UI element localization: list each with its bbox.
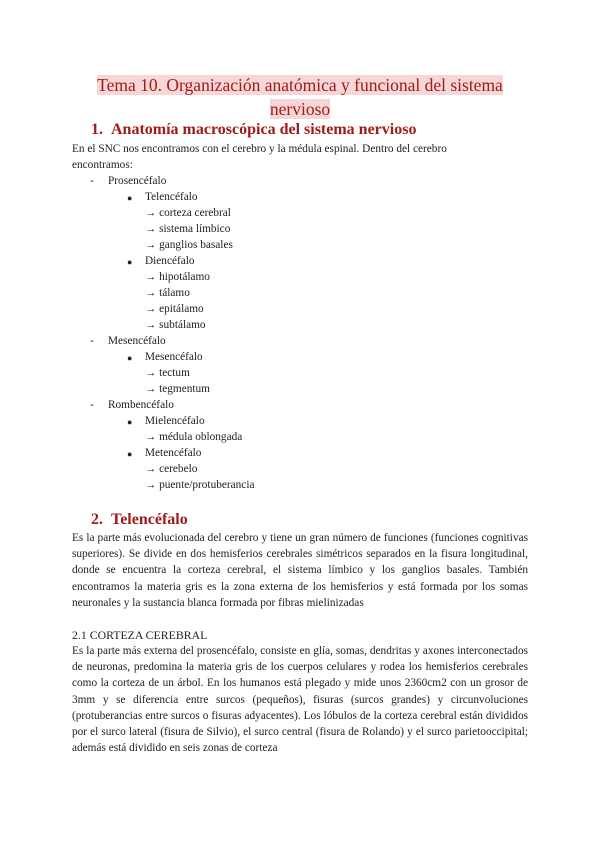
list-item: → puente/protuberancia [145,479,255,491]
bullet-icon: ● [127,449,133,459]
outline-item-metencefalo: Metencéfalo [145,447,202,459]
section-1-heading [91,121,416,139]
list-item: → cerebelo [145,463,198,475]
bullet-icon: ● [127,257,133,267]
outline-item-diencefalo: Diencéfalo [145,255,195,267]
dash-marker: - [90,175,94,187]
section-1-number: 1. [91,121,103,138]
section-2-number: 2. [91,511,103,528]
bullet-icon: ● [127,353,133,363]
intro-line-2: encontramos: [72,159,133,171]
list-item: → subtálamo [145,319,206,331]
section-1-title: Anatomía macroscópica del sistema nervioso [111,121,417,138]
section-2-paragraph: Es la parte más evolucionada del cerebro y tiene un gran número de funciones (funciones cognitivas superiores). Se divide en dos hemisferios cerebrales simétricos separados en la fisura longitudinal, donde se encuentra la corteza cerebral, el sistema límbico y los ganglios basales. También encontramos la materia gris es la zona externa de los hemisferios y está formada por los somas neuronales y la sustancia blanca formada por fibras mielinizadas [72,532,528,609]
outline-item-mielencefalo: Mielencéfalo [145,415,205,427]
document-title [70,73,530,121]
subsection-heading: 2.1 CORTEZA CEREBRAL [72,628,208,642]
section-2-heading [91,511,188,529]
title-line-1: Tema 10. Organización anatómica y funcional del sistema [97,75,503,95]
bullet-icon: ● [127,193,133,203]
list-item: → hipotálamo [145,271,210,283]
list-item: → epitálamo [145,303,204,315]
list-item: → sistema límbico [145,223,231,235]
list-item: → ganglios basales [145,239,233,251]
subsection-paragraph: Es la parte más externa del prosencéfalo, consiste en glía, somas, dendritas y axones interconectados de neuronas, predomina la materia gris de los cuerpos celulares y rodea los hemisferios cerebrales como la corteza de un árbol. En los humanos está plegado y mide unos 2360cm2 con un grosor de 3mm y se diferencia entre surcos (pequeños), fisuras (surcos grandes) y circunvoluciones (protuberancias entre surcos o fisuras adyacentes). Los lóbulos de la corteza cerebral están divididos por el surco lateral (fisura de Silvio), el surco central (fisura de Rolando) y el surco parietooccipital; además está dividido en seis zonas de corteza [72,645,528,755]
list-item: → médula oblongada [145,431,243,443]
title-line-2: nervioso [269,99,331,119]
bullet-icon: ● [127,417,133,427]
outline-item-mesencefalo: Mesencéfalo [145,351,203,363]
dash-marker: - [90,335,94,347]
dash-marker: - [90,399,94,411]
outline-item-rombencefalo: Rombencéfalo [108,399,174,411]
list-item: → tectum [145,367,190,379]
list-item: → tegmentum [145,383,210,395]
section-2-title: Telencéfalo [111,511,188,528]
outline-item-telencefalo: Telencéfalo [145,191,198,203]
outline-item-mesencefalo-group: Mesencéfalo [108,335,166,347]
list-item: → corteza cerebral [145,207,231,219]
intro-line-1: En el SNC nos encontramos con el cerebro y la médula espinal. Dentro del cerebro [72,143,447,155]
list-item: → tálamo [145,287,190,299]
outline-item-prosencefalo: Prosencéfalo [108,175,167,187]
